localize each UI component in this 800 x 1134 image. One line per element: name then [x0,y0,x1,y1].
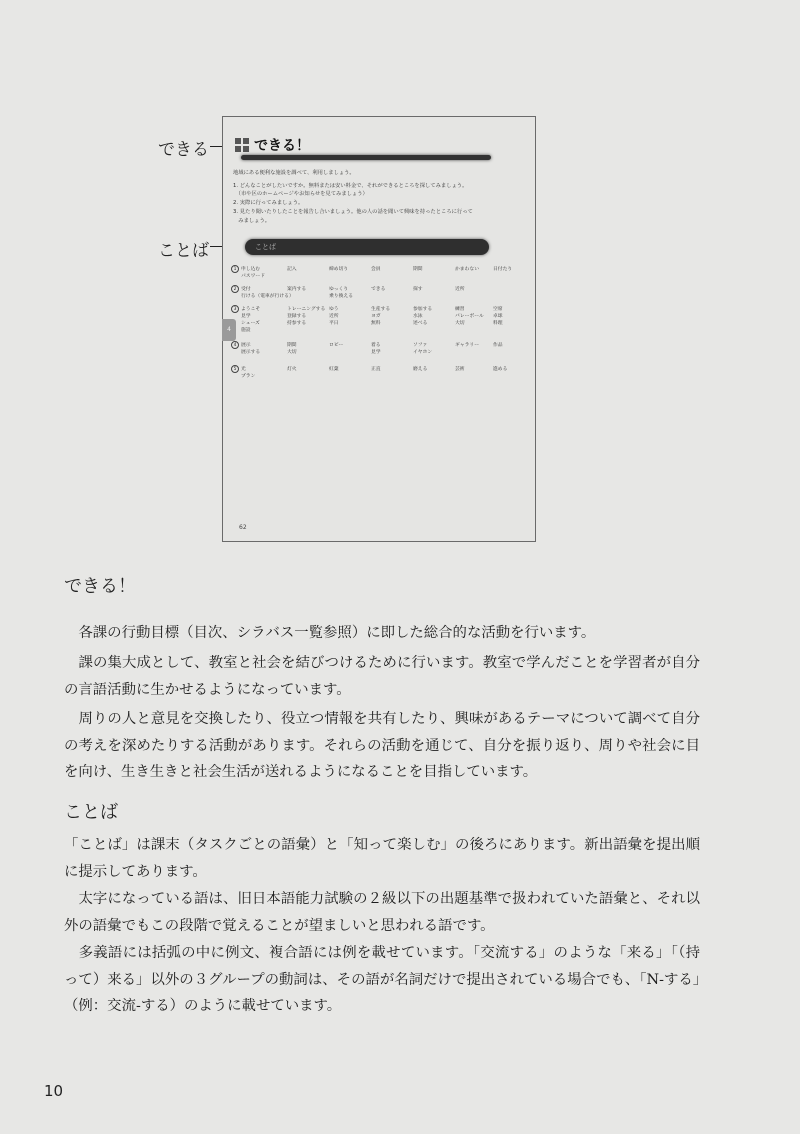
vocab-word: 大切 [455,321,465,326]
vocab-word: 正直 [371,367,381,372]
vocab-word: ロビー [329,343,344,348]
thumb-intro: 地域にある便利な施設を調べて、利用しましょう。 [233,170,355,176]
vocab-word: 卓球 [493,314,503,319]
vocab-word: バレーボール [455,314,484,319]
vocab-word: 進める [493,367,508,372]
vocab-word: 無料 [371,321,381,326]
vocab-word: 見学 [371,350,381,355]
vocab-word: ようこそ [241,307,261,312]
thumb-task: 2. 実際に行ってみましょう。 [233,200,304,206]
vocab-word: 乗り換える [329,294,353,299]
vocab-word: 案内する [287,287,307,292]
section-heading-dekiru: できる！ [64,576,136,597]
paragraph: 多義語には括弧の中に例文、複合語には例を載せています。「交流する」のような「来る」「（持って）来る」以外の３グループの動詞は、その語が名詞だけで提出されている場合でも、「N-する」（例：交流-する）のように載せています。 [64,945,700,1014]
callout-dekiru: できる [158,140,209,160]
vocab-word: 紅葉 [329,367,339,372]
thumb-page-number: 62 [239,524,247,531]
grid-icon [235,138,249,152]
vocab-word: 着る [371,343,381,348]
vocab-word: 探す [413,287,423,292]
vocab-word: イヤホン [413,350,433,355]
vocab-word: 記入 [287,267,297,272]
paragraph: 「ことば」は課末（タスクごとの語彙）と「知って楽しむ」の後ろにあります。新出語彙を提出順に提示してあります。 [64,837,700,880]
vocab-word: 期間 [413,267,423,272]
thumb-kotoba-bar [245,239,489,255]
page-thumbnail [222,116,536,542]
vocab-word: 申し込む [241,267,261,272]
vocab-number: 2 [231,285,239,293]
thumb-task: 1. どんなことがしたいですか。無料または安い料金で、それができるところを探してみましょう。 [233,183,468,189]
vocab-word: 練習 [455,307,465,312]
vocab-word: 述べる [413,321,428,326]
vocab-word: パスワード [241,274,265,279]
vocab-word: プラン [241,374,256,379]
section-heading-kotoba: ことば [64,802,118,823]
vocab-word: 行ける（電車が行ける） [241,294,294,299]
thumb-task: みましょう。 [233,218,271,224]
vocab-number: 3 [231,305,239,313]
paragraph: 周りの人と意見を交換したり、役立つ情報を共有したり、興味があるテーマについて調べて自分の考えを深めたりする活動があります。それらの活動を通じて、自分を振り返り、周りや社会に目を向け、生き生きと社会生活が送れるようになることを目指しています。 [64,711,700,780]
vocab-word: 参加する [413,307,433,312]
vocab-word: 平日 [329,321,339,326]
vocab-word: 期間 [287,343,297,348]
paragraph: 課の集大成として、教室と社会を結びつけるために行います。教室で学んだことを学習者が自分の言語活動に生かせるようになっています。 [64,655,700,698]
vocab-word: ヨガ [371,314,381,319]
vocab-word: 芸術 [455,367,465,372]
vocab-word: ゆっくり [329,287,349,292]
thumb-kotoba-label: ことば [255,243,276,251]
vocab-word: かまわない [455,267,479,272]
thumb-title-bar [241,155,491,160]
vocab-word: 締め切り [329,267,349,272]
vocab-word: シューズ [241,321,260,326]
vocab-word: 料理 [493,321,503,326]
page-number: 10 [44,1082,64,1100]
vocab-word: 光 [241,367,246,372]
vocab-word: ゆう [329,307,339,312]
vocab-word: ソファ [413,343,428,348]
vocab-word: 受付 [241,287,251,292]
thumb-task: （市や区のホームページやお知らせを見てみましょう） [233,191,368,197]
vocab-word: 展示 [241,343,251,348]
vocab-word: 作品 [493,343,503,348]
vocab-word: 水泳 [413,314,423,319]
thumb-task: 3. 見たり聞いたりしたことを報告し合いましょう。他の人の話を聞いて興味を持ったところに行って [233,209,473,215]
side-tab: 4 [222,319,236,341]
vocab-word: 生産する [371,307,391,312]
vocab-word: 日付たり [493,267,513,272]
vocab-word: 持参する [287,321,307,326]
vocab-word: 灯火 [287,367,297,372]
callout-kotoba: ことば [158,241,209,261]
thumb-title: できる！ [254,138,310,154]
vocab-word: トレーニングする [287,307,326,312]
vocab-word: 近所 [455,287,465,292]
vocab-word: 見学 [241,314,251,319]
vocab-word: 近所 [329,314,339,319]
vocab-word: 磨える [413,367,428,372]
thumb-title-row [235,135,310,155]
vocab-word: できる [371,287,386,292]
vocab-word: 施設 [241,328,251,333]
vocab-word: 大切 [287,350,297,355]
vocab-word: 空席 [493,307,503,312]
vocab-word: 展示する [241,350,261,355]
vocab-word: 登録する [287,314,307,319]
vocab-number: 5 [231,365,239,373]
vocab-word: ギャラリー [455,343,479,348]
vocab-number: 4 [231,341,239,349]
paragraph: 太字になっている語は、旧日本語能力試験の２級以下の出題基準で扱われていた語彙と、それ以外の語彙でもこの段階で覚えることが望ましいと思われる語です。 [64,891,700,934]
vocab-number: 1 [231,265,239,273]
paragraph: 各課の行動目標（目次、シラバス一覧参照）に即した総合的な活動を行います。 [64,625,596,641]
vocab-word: 会員 [371,267,381,272]
